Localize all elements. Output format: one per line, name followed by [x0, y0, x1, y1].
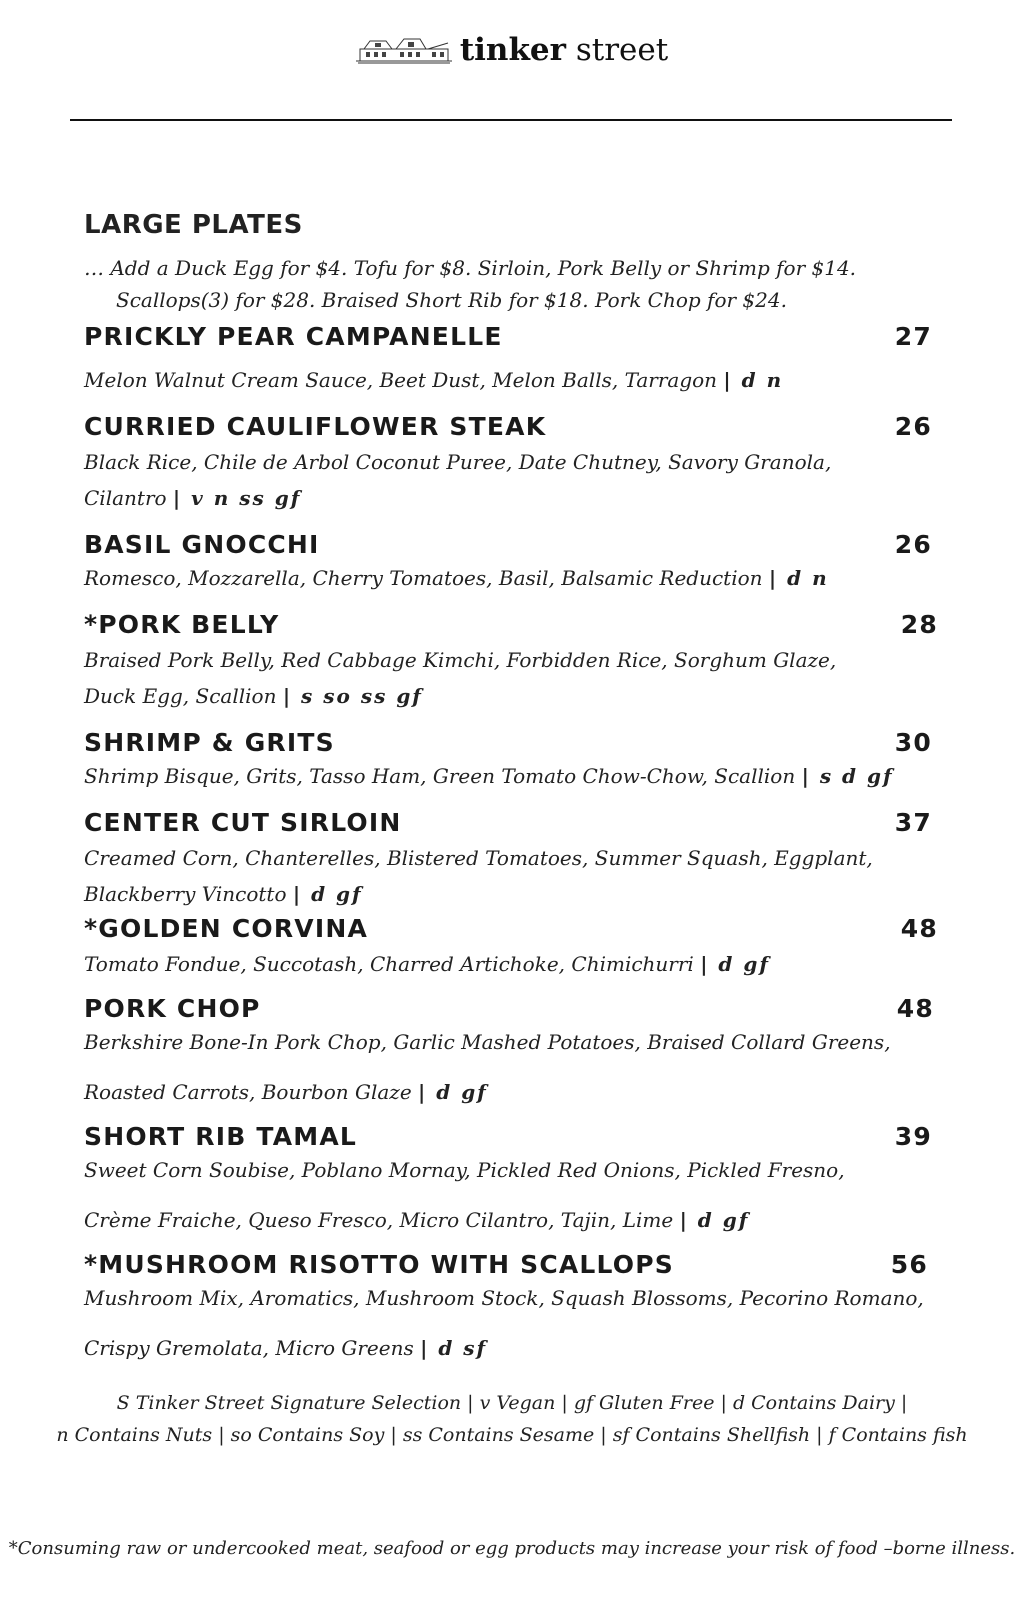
- dietary-legend-line-2: n Contains Nuts | so Contains Soy | ss Contains Sesame | sf Contains Shellfish | f Contains fish: [56, 1424, 968, 1446]
- dietary-tags: | s so ss gf: [282, 684, 423, 708]
- brand-name: [460, 32, 668, 68]
- description-text: Braised Pork Belly, Red Cabbage Kimchi, Forbidden Rice, Sorghum Glaze,: [84, 648, 837, 672]
- menu-item-description: [84, 1158, 845, 1182]
- header: [0, 22, 1024, 78]
- menu-item-description: [84, 566, 829, 590]
- section-title: LARGE PLATES: [84, 210, 303, 240]
- menu-item-name: SHORT RIB TAMAL: [84, 1122, 357, 1151]
- addons-line-1: … Add a Duck Egg for $4. Tofu for $8. Sirloin, Pork Belly or Shrimp for $14.: [84, 256, 857, 280]
- description-text: Crispy Gremolata, Micro Greens: [84, 1336, 414, 1360]
- menu-item-name: PRICKLY PEAR CAMPANELLE: [84, 322, 503, 351]
- dietary-legend-line-1: S Tinker Street Signature Selection | v Vegan | gf Gluten Free | d Contains Dairy |: [116, 1392, 908, 1414]
- description-text: Sweet Corn Soubise, Poblano Mornay, Pickled Red Onions, Pickled Fresno,: [84, 1158, 845, 1182]
- description-text: Roasted Carrots, Bourbon Glaze: [84, 1080, 412, 1104]
- brand-name-regular: street: [575, 32, 669, 68]
- description-text: Mushroom Mix, Aromatics, Mushroom Stock, Squash Blossoms, Pecorino Romano,: [84, 1286, 924, 1310]
- description-text: Crème Fraiche, Queso Fresco, Micro Cilantro, Tajin, Lime: [84, 1208, 674, 1232]
- menu-item-name: CURRIED CAULIFLOWER STEAK: [84, 412, 547, 441]
- dietary-tags: | d n: [723, 368, 784, 392]
- menu-item-description: [84, 648, 836, 672]
- food-safety-disclaimer: *Consuming raw or undercooked meat, seafood or egg products may increase your risk of food –borne illness.: [8, 1538, 1016, 1559]
- menu-item-price: 37: [894, 808, 932, 837]
- description-text: Melon Walnut Cream Sauce, Beet Dust, Melon Balls, Tarragon: [84, 368, 718, 392]
- description-text: Creamed Corn, Chanterelles, Blistered Tomatoes, Summer Squash, Eggplant,: [84, 846, 873, 870]
- brand-name-bold: tinker: [459, 32, 566, 68]
- dietary-tags: | d gf: [418, 1080, 488, 1104]
- description-text: Blackberry Vincotto: [84, 882, 287, 906]
- menu-item-description: [84, 1286, 924, 1310]
- menu-item-price: 30: [894, 728, 932, 757]
- menu-item-description: [84, 1030, 891, 1054]
- dietary-tags: | d n: [768, 566, 829, 590]
- description-text: Black Rice, Chile de Arbol Coconut Puree, Date Chutney, Savory Granola,: [84, 450, 832, 474]
- description-text: Cilantro: [84, 486, 167, 510]
- menu-item-name: PORK CHOP: [84, 994, 261, 1023]
- description-text: Duck Egg, Scallion: [84, 684, 277, 708]
- description-text: Tomato Fondue, Succotash, Charred Artichoke, Chimichurri: [84, 952, 694, 976]
- dietary-tags: | d gf: [679, 1208, 750, 1232]
- addons-line-2: Scallops(3) for $28. Braised Short Rib for $18. Pork Chop for $24.: [116, 288, 787, 312]
- menu-item-description-line-2: [84, 1080, 488, 1104]
- menu-item-description-line-2: [84, 882, 363, 906]
- menu-item-price: 27: [894, 322, 932, 351]
- dietary-tags: | d sf: [420, 1336, 488, 1360]
- menu-item-description-line-2: [84, 1336, 487, 1360]
- menu-item-name: SHRIMP & GRITS: [84, 728, 335, 757]
- menu-item-price: 56: [890, 1250, 928, 1279]
- menu-item-description: [84, 450, 831, 474]
- menu-item-description: [84, 368, 783, 392]
- description-text: Romesco, Mozzarella, Cherry Tomatoes, Basil, Balsamic Reduction: [84, 566, 763, 590]
- building-sketch-icon: [356, 35, 452, 65]
- header-divider: [70, 119, 952, 121]
- menu-item-price: 26: [894, 530, 932, 559]
- menu-item-description: [84, 764, 894, 788]
- menu-item-description-line-2: [84, 1208, 749, 1232]
- dietary-tags: | d gf: [700, 952, 770, 976]
- menu-item-description-line-2: [84, 684, 423, 708]
- menu-item-price: 48: [896, 994, 934, 1023]
- menu-item-name: BASIL GNOCCHI: [84, 530, 320, 559]
- menu-item-name: *MUSHROOM RISOTTO WITH SCALLOPS: [84, 1250, 674, 1279]
- menu-item-name: *PORK BELLY: [84, 610, 280, 639]
- menu-item-description: [84, 846, 873, 870]
- menu-item-name: *GOLDEN CORVINA: [84, 914, 369, 943]
- dietary-tags: | s d gf: [801, 764, 894, 788]
- dietary-tags: | v n ss gf: [172, 486, 302, 510]
- dietary-tags: | d gf: [292, 882, 363, 906]
- description-text: Berkshire Bone-In Pork Chop, Garlic Mashed Potatoes, Braised Collard Greens,: [84, 1030, 891, 1054]
- menu-item-description-line-2: [84, 486, 301, 510]
- description-text: Shrimp Bisque, Grits, Tasso Ham, Green Tomato Chow-Chow, Scallion: [84, 764, 796, 788]
- menu-item-name: CENTER CUT SIRLOIN: [84, 808, 402, 837]
- menu-item-description: [84, 952, 770, 976]
- menu-item-price: 28: [900, 610, 938, 639]
- menu-item-price: 26: [894, 412, 932, 441]
- menu-item-price: 39: [894, 1122, 932, 1151]
- menu-item-price: 48: [900, 914, 938, 943]
